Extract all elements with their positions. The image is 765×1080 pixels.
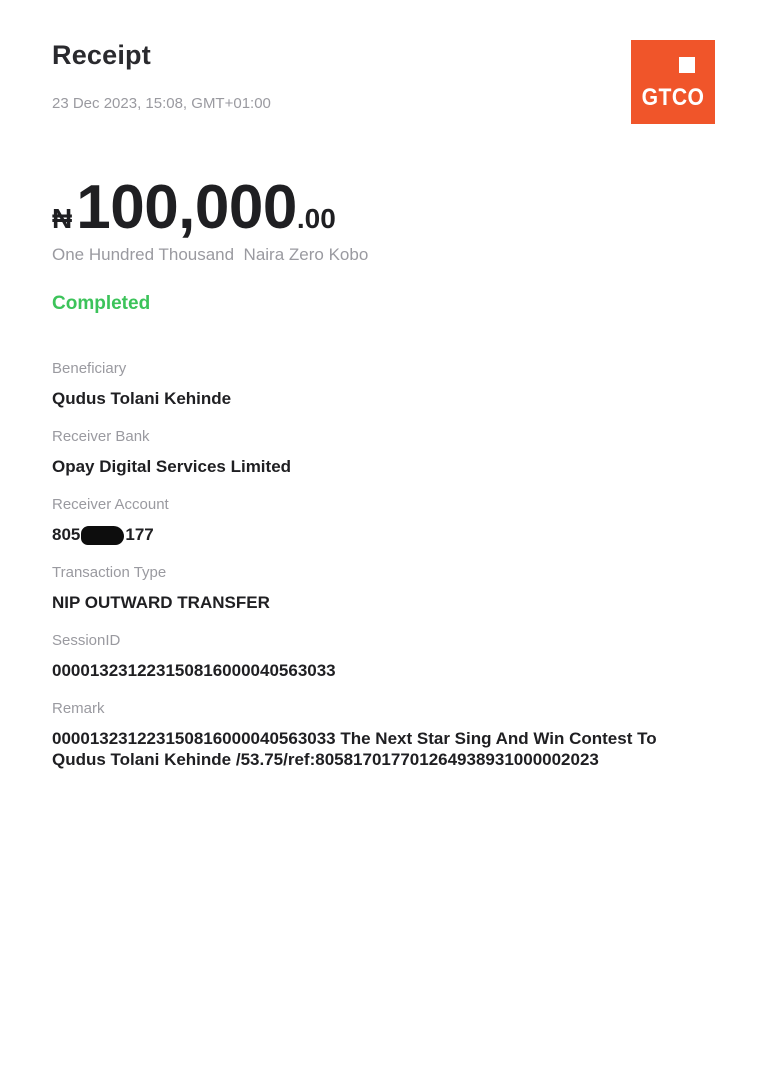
receiver-account-field xyxy=(52,496,742,545)
remark-field xyxy=(52,700,742,770)
receiver-account-value xyxy=(52,524,742,545)
logo-text: GTCO xyxy=(641,84,705,111)
redaction-mark xyxy=(81,526,124,545)
page-title: Receipt xyxy=(52,40,151,70)
amount-display xyxy=(52,172,336,243)
amount-minor: .00 xyxy=(296,203,336,234)
beneficiary-label: Beneficiary xyxy=(52,360,127,377)
transaction-datetime: 23 Dec 2023, 15:08, GMT+01:00 xyxy=(52,95,271,112)
session-id-label: SessionID xyxy=(52,632,121,649)
currency-symbol: ₦ xyxy=(52,203,73,234)
beneficiary-value: Qudus Tolani Kehinde xyxy=(52,389,232,408)
transaction-type-field xyxy=(52,564,742,613)
account-prefix: 805 xyxy=(52,525,81,544)
account-suffix: 177 xyxy=(125,525,154,544)
status-badge: Completed xyxy=(52,293,151,314)
receiver-account-label: Receiver Account xyxy=(52,496,169,513)
amount-major: 100,000 xyxy=(76,173,297,242)
remark-line-2: Qudus Tolani Kehinde /53.75/ref:80581701770126493893100000202​3 xyxy=(52,750,599,769)
transaction-type-label: Transaction Type xyxy=(52,564,167,581)
beneficiary-field xyxy=(52,360,742,409)
remark-value xyxy=(52,728,752,770)
remark-line-1: 000013231223150816000040563033 The Next Star Sing And Win Contest To xyxy=(52,729,657,748)
receiver-bank-field xyxy=(52,428,742,477)
logo-square-icon xyxy=(679,57,695,73)
gtco-logo xyxy=(631,40,715,124)
receiver-bank-label: Receiver Bank xyxy=(52,428,150,445)
remark-label: Remark xyxy=(52,700,105,717)
session-id-value: 000013231223150816000040563033 xyxy=(52,661,336,680)
session-id-field xyxy=(52,632,742,681)
receiver-bank-value: Opay Digital Services Limited xyxy=(52,457,292,476)
transaction-type-value: NIP OUTWARD TRANSFER xyxy=(52,593,270,612)
amount-in-words: One Hundred Thousand Naira Zero Kobo xyxy=(52,245,369,264)
